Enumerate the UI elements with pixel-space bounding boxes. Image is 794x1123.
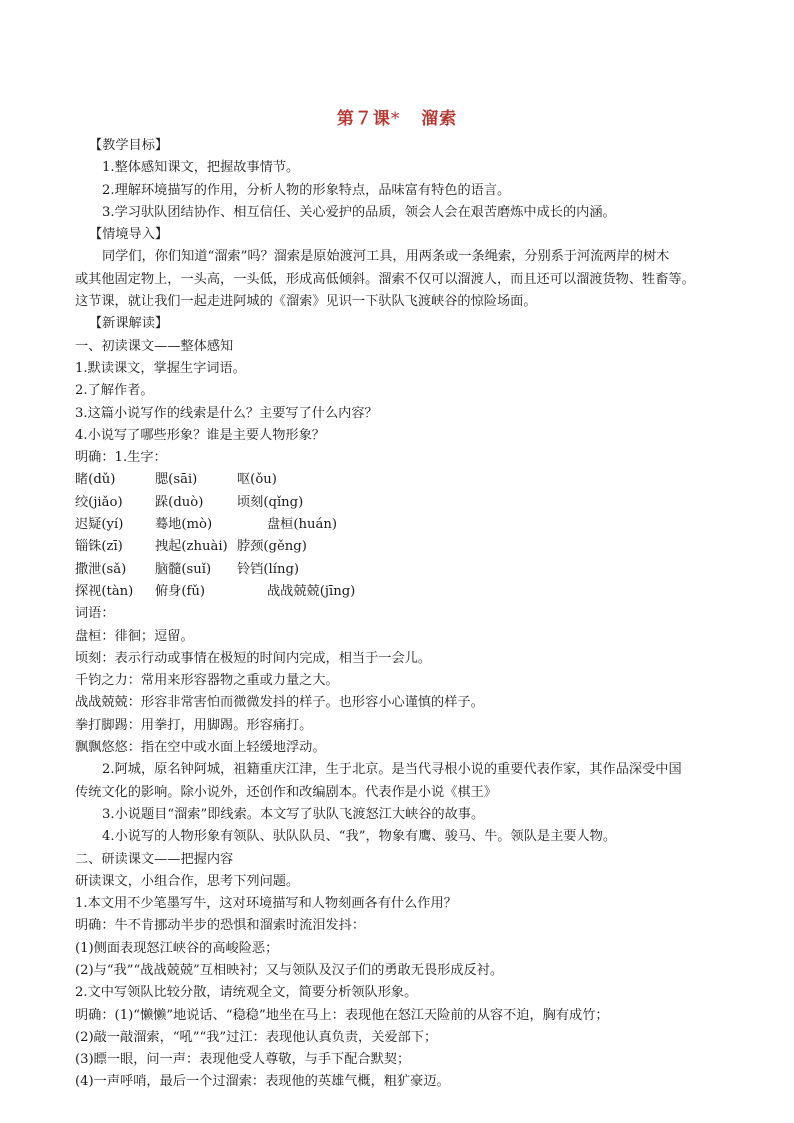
- section-header-intro: 【情境导入】: [89, 227, 169, 243]
- char-row: [75, 581, 723, 603]
- lesson-name: 溜索: [421, 109, 458, 129]
- char-entry: 蓦地(mò): [155, 517, 213, 533]
- char-entry: 探视(tàn): [75, 583, 134, 599]
- task-item: 2.了解作者。: [75, 383, 154, 399]
- intro-line: 或其他固定物上，一头高，一头低，形成高低倾斜。溜索不仅可以溜渡人，而且还可以溜渡货物、牲畜等。: [75, 271, 695, 287]
- task-item: 4.小说写了哪些形象？谁是主要人物形象？: [75, 427, 325, 443]
- char-row: [75, 514, 723, 536]
- question-line: 2.文中写领队比较分散，请统观全文，简要分析领队形象。: [75, 985, 418, 1001]
- task-item: 1.默读课文，掌握生字词语。: [75, 360, 246, 376]
- char-entry: 拽起(zhuài): [155, 539, 228, 555]
- answer-line: (3)瞟一眼，问一声：表现他受人尊敬，与手下配合默契；: [75, 1052, 411, 1068]
- char-entry: 腮(sāi): [155, 472, 198, 488]
- words-label: 词语：: [75, 606, 115, 622]
- word-definition: 飘飘悠悠：指在空中或水面上轻缓地浮动。: [75, 740, 326, 756]
- answer-line: 3.小说题目“溜索”即线索。本文写了驮队飞渡怒江大峡谷的故事。: [102, 806, 485, 822]
- word-definition: 顷刻：表示行动或事情在极短的时间内完成，相当于一会儿。: [75, 650, 432, 666]
- answer-line: 2.阿城，原名钟阿城，祖籍重庆江津，生于北京。是当代寻根小说的重要代表作家，其作品深受中国: [102, 762, 682, 778]
- char-entry: 铃铛(líng): [237, 561, 300, 577]
- char-entry: 跺(duò): [155, 494, 204, 510]
- answer-line: 明确：牛不肯挪动半步的恐惧和溜索时流泪发抖：: [75, 918, 366, 934]
- goal-item: 3.学习驮队团结协作、相互信任、关心爱护的品质，领会人会在艰苦磨炼中成长的内涵。: [102, 204, 616, 220]
- char-row: [75, 536, 723, 558]
- lesson-number: 第７课: [336, 109, 391, 129]
- word-definition: 千钧之力：常用来形容器物之重或力量之大。: [75, 673, 339, 689]
- section-header-new: 【新课解读】: [89, 316, 169, 332]
- char-entry: 呕(ǒu): [237, 472, 277, 488]
- answer-line: (2)敲一敲溜索，“吼”“我”过江：表现他认真负责，关爱部下；: [75, 1029, 438, 1045]
- section-heading: 二、研读课文——把握内容: [75, 851, 234, 867]
- question-line: 1.本文用不少笔墨写牛，这对环境描写和人物刻画各有什么作用？: [75, 896, 457, 912]
- char-entry: 脖颈(gěng): [237, 539, 307, 555]
- char-entry: 绞(jiǎo): [75, 494, 123, 510]
- answer-line: 明确：(1)“懒懒”地说话、“稳稳”地坐在马上：表现他在怒江天险前的从容不迫，胸有成竹；: [75, 1007, 609, 1023]
- char-entry: 锱铢(zī): [75, 539, 123, 555]
- task-item: 3.这篇小说写作的线索是什么？主要写了什么内容？: [75, 405, 378, 421]
- char-row: [75, 559, 723, 581]
- answer-line: (1)侧面表现怒江峡谷的高峻险恶；: [75, 940, 279, 956]
- char-entry: 撒泄(sǎ): [75, 561, 127, 577]
- char-entry: 脑髓(suǐ): [155, 561, 212, 577]
- answer-line: (2)与“我”“战战兢兢”互相映衬；又与领队及汉子们的勇敢无畏形成反衬。: [75, 962, 504, 978]
- char-entry: 迟疑(yí): [75, 517, 124, 533]
- goal-item: 2.理解环境描写的作用，分析人物的形象特点，品味富有特色的语言。: [102, 182, 511, 198]
- char-entry: 盘桓(huán): [267, 517, 338, 533]
- answer-line: (4)一声呼哨，最后一个过溜索：表现他的英雄气概，粗犷豪迈。: [75, 1074, 450, 1090]
- lesson-title: [0, 104, 794, 129]
- section-header-goals: 【教学目标】: [89, 138, 169, 153]
- char-entry: 战战兢兢(jīng): [267, 583, 356, 599]
- goal-item: 1.整体感知课文，把握故事情节。: [102, 160, 300, 176]
- word-definition: 战战兢兢：形容非常害怕而微微发抖的样子。也形容小心谨慎的样子。: [75, 695, 484, 711]
- char-row: [75, 492, 723, 514]
- char-entry: 俯身(fǔ): [155, 583, 206, 599]
- char-entry: 睹(dǔ): [75, 472, 116, 488]
- intro-line: 这节课，就让我们一起走进阿城的《溜索》见识一下驮队飞渡峡谷的惊险场面。: [75, 294, 537, 310]
- char-row: [75, 469, 723, 491]
- section-intro: 研读课文，小组合作，思考下列问题。: [75, 873, 300, 889]
- clarify-label: 明确：1.生字：: [75, 450, 167, 466]
- answer-line: 4.小说写的人物形象有领队、驮队队员、“我”，物象有鹰、骏马、牛。领队是主要人物。: [102, 829, 616, 845]
- document-body: [75, 135, 723, 1094]
- word-definition: 盘桓：徘徊；逗留。: [75, 628, 194, 644]
- char-entry: 顷刻(qǐng): [237, 494, 304, 510]
- section-heading: 一、初读课文——整体感知: [75, 338, 234, 354]
- answer-line: 传统文化的影响。除小说外，还创作和改编剧本。代表作是小说《棋王》: [75, 784, 497, 800]
- word-definition: 拳打脚踢：用拳打，用脚踢。形容痛打。: [75, 717, 313, 733]
- intro-line: 同学们，你们知道“溜索”吗？溜索是原始渡河工具，用两条或一条绳索，分别系于河流两岸的树木: [102, 249, 670, 265]
- optional-star: *: [390, 109, 401, 129]
